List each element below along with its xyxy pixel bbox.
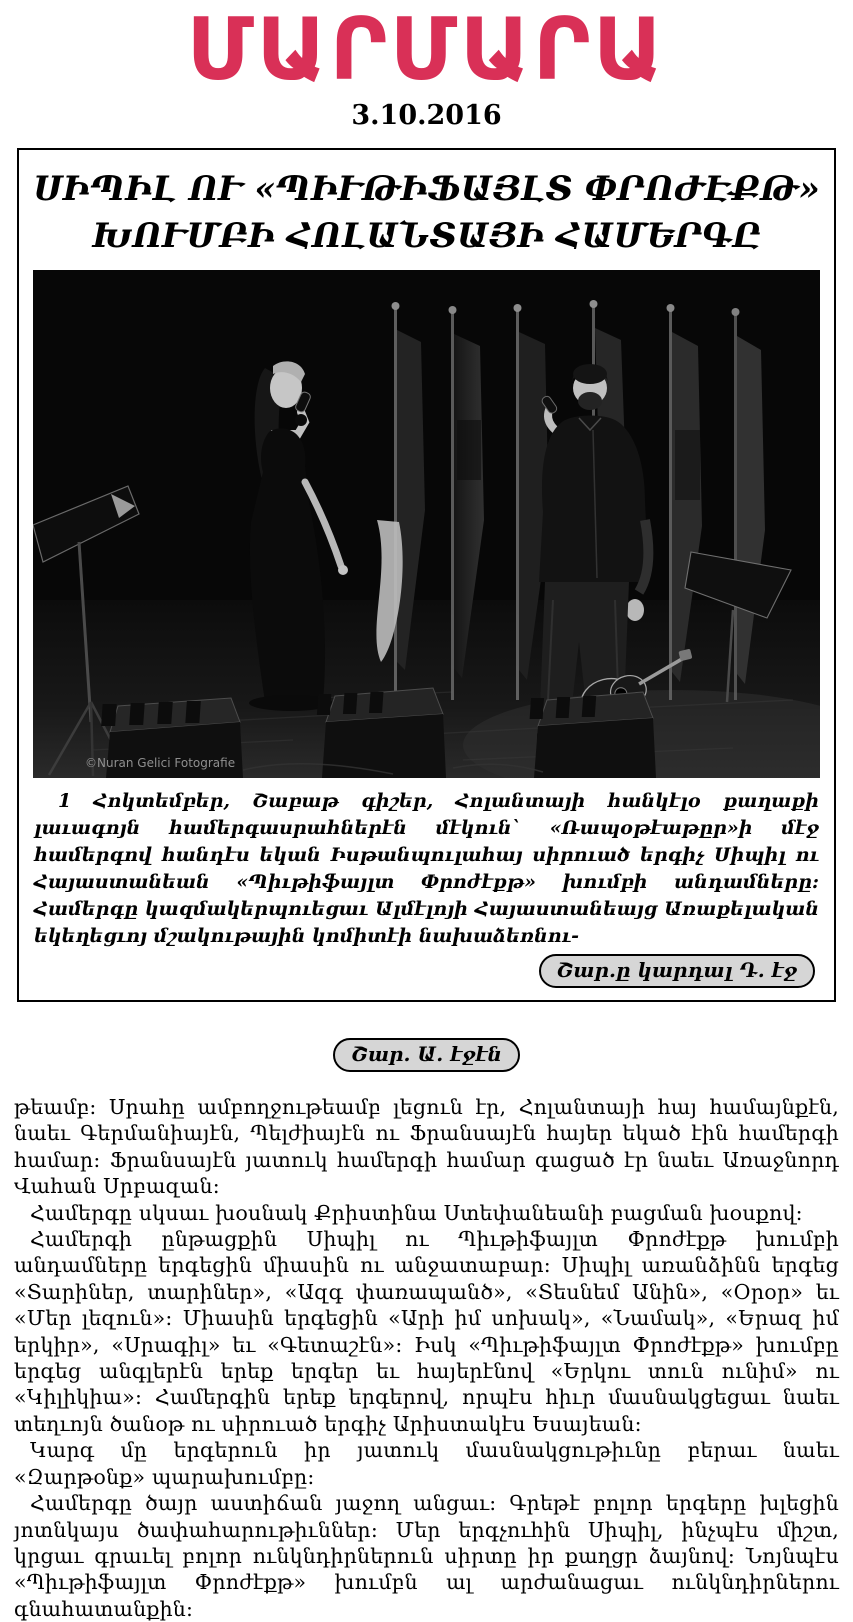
continuation-note-row <box>32 954 815 988</box>
article-title-line2: ԽՈՒՄԲԻ ՀՈԼԱՆՏԱՅԻ ՀԱՄԵՐԳԸ <box>92 216 761 256</box>
article-body <box>0 1094 853 1622</box>
concert-photo <box>33 270 820 778</box>
issue-date: 3.10.2016 <box>351 100 502 131</box>
photo-watermark: ©Nuran Gelici Fotografie <box>85 756 236 770</box>
article-title <box>32 166 821 260</box>
newspaper-masthead <box>0 0 853 132</box>
continued-from-badge: Շար. Ա. էջէն <box>333 1038 520 1072</box>
article-box <box>17 148 836 1002</box>
body-paragraph: Համերգը սկսաւ խօսնակ Քրիստինա Ստեփանեանի բացման խօսքով: <box>30 1200 803 1225</box>
body-paragraph: թեամբ: Սրահը ամբողջութեամբ լեցուն էր, Հոլանտայի հայ համայնքէն, նաեւ Գերմանիայէն, Պելժիայէն ու Ֆրանսայէն հայեր եկած էին համերգի համար: Ֆրանսայէն յատուկ համերգի համար գացած էր նաեւ Առաջնորդ Վահան Սրբազան: <box>14 1095 839 1199</box>
continued-from-row <box>0 1038 853 1072</box>
body-paragraph: Համերգը ծայր աստիճան յաջող անցաւ: Գրեթէ բոլոր երգերը խլեցին յոտնկայս ծափահարութիւններ: Մեր երգչուհին Սիպիլ, ինչպէս միշտ, կրցաւ գրաւել բոլոր ունկնդիրներուն սիրտը իր քաղցր ձայնով: Նոյնպէս «Պիւթիֆայլտ Փրոժէքթ» խումբն ալ արժանացաւ ունկնդիրներու գնահատանքին: <box>14 1491 839 1621</box>
body-paragraph: Կարգ մը երգերուն իր յատուկ մասնակցութիւնը բերաւ նաեւ «Զարթօնք» պարախումբը: <box>14 1438 839 1489</box>
continuation-note-badge: Շար.ը կարդալ Դ. էջ <box>539 954 815 988</box>
article-lead-paragraph: 1 Հոկտեմբեր, Շաբաթ գիշեր, Հոլանտայի հանկէլօ քաղաքի լաւագոյն համերգասրահներէն մէկուն` «Ռապօթէաթըր»ի մէջ համերգով հանդէս եկան Իսթանպուլահայ սիրուած երգիչ Սիպիլ ու Հայաստանեան «Պիւթիֆայլտ Փրոժէքթ» խումբի անդամները: Համերգը կազմակերպուեցաւ Ալմէլոյի Հայաստանեայց Առաքելական եկեղեցւոյ մշակութային կոմիտէի նախաձեռնու- <box>34 790 819 947</box>
article-title-line1: ՍԻՊԻԼ ՈՒ «ՊԻՒԹԻՖԱՅԼՏ ՓՐՈԺԷՔԹ» <box>33 169 820 209</box>
body-paragraph: Համերգի ընթացքին Սիպիլ ու Պիւթիֆայլտ Փրոժէքթ խումբի անդամները երգեցին միասին ու անջատաբար: Սիպիլ առանձինն երգեց «Տարիներ, տարիներ», «Ազգ փառապանծ», «Տեսնեմ Անին», «Օրօր» եւ «Մեր լեզուն»: Միասին երգեցին «Արի իմ սոխակ», «Նամակ», «Երազ իմ երկիր», «Սրագիլ» եւ «Գետաշէն»: Իսկ «Պիւթիֆայլտ Փրոժէքթ» խումբը երգեց անգլերէն երեք երգեր եւ հայերէնով «Երկու տուն ունիմ» ու «Կիլիկիա»: Համերգին երեք երգերով, որպէս հիւր մասնակցեցաւ նաեւ տեղւոյն ծանօթ ու սիրուած երգիչ Արիստակէս Եսայեան: <box>14 1227 839 1436</box>
newspaper-title: ՄԱՐՄԱՐԱ <box>186 0 667 100</box>
